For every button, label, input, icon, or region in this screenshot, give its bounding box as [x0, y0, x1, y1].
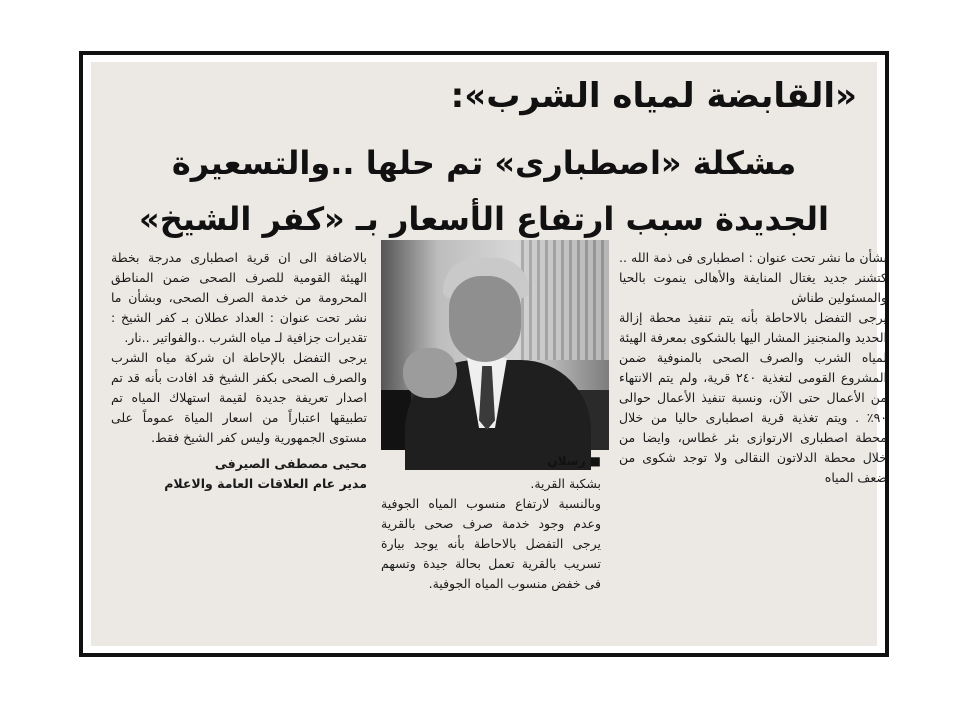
- article-column-right: [619, 248, 887, 488]
- paragraph: بشكبة القرية.: [530, 476, 601, 491]
- paragraph: يرجى التفضل بالإحاطة ان شركة مياه الشرب والصرف الصحى بكفر الشيخ قد افادت بأنه قد تم اصدار تعريفة جديدة لقيمة استهلاك المياه تم تطبيقها اعتباراً من اسعار المياة عموماً على مستوى الجمهورية وليس كفر الشيخ فقط.: [111, 350, 367, 445]
- headline-line-2: مشكلة «اصطبارى» تم حلها ..والتسعيرة: [171, 144, 797, 182]
- signature-name: محيى مصطفى الصيرفى: [214, 456, 367, 471]
- paragraph: بالاضافة الى ان قرية اصطبارى مدرجة بخطة الهيئة القومية للصرف الصحى ضمن المناطق المحرومة من خدمة الصرف الصحى، وبشأن ما نشر تحت عنوان : العداد عطلان بـ كفر الشيخ : تقديرات جزافية لـ مياه الشرب ..والفواتير ..نار.: [111, 250, 367, 345]
- signature-title: مدير عام العلاقات العامة والاعلام: [164, 476, 367, 491]
- newspaper-clipping: [91, 62, 887, 646]
- portrait-photo: [381, 240, 609, 450]
- clipping-frame: [79, 51, 889, 657]
- headline-line-1: «القابضة لمياه الشرب»:: [450, 76, 857, 116]
- paragraph: وبالنسبة لارتفاع منسوب المياه الجوفية وعدم وجود خدمة صرف صحى بالقرية يرجى التفضل بالاحاطة بأنه يوجد بيارة تسريب بالقرية تعمل بحالة جيدة وتسهم فى خفض منسوب المياه الجوفية.: [381, 496, 601, 591]
- photo-caption: ■ رسلان: [547, 454, 601, 468]
- article-column-left: [111, 248, 367, 494]
- paragraph: يرجى التفضل بالاحاطة بأنه يتم تنفيذ محطة إزالة الحديد والمنجنيز المشار اليها بالشكوى بمعرفة الهيئة لمياه الشرب والصرف الصحى بالمنوفية ضمن المشروع القومى لتغذية ٢٤٠ قرية، ولم يتم الانتهاء من الأعمال حتى الآن، ونسبة تنفيذ الأعمال حوالى ٩٠٪ . ويتم تغذية قرية اصطبارى حاليا من خلال محطة اصطبارى الارتوازى بئر غطاس، وايضا من خلال محطة الدلاتون النقالى ولا توجد شكوى من ضعف المياه: [619, 310, 887, 485]
- paragraph: بشأن ما نشر تحت عنوان : اصطبارى فى ذمة الله .. كتشنر جديد يغتال المنايفة والأهالى ينموت بالحيا والمسئولين طناش: [619, 250, 887, 305]
- article-column-middle: [381, 474, 601, 594]
- headline-line-3: الجديدة سبب ارتفاع الأسعار بـ «كفر الشيخ»: [139, 200, 829, 238]
